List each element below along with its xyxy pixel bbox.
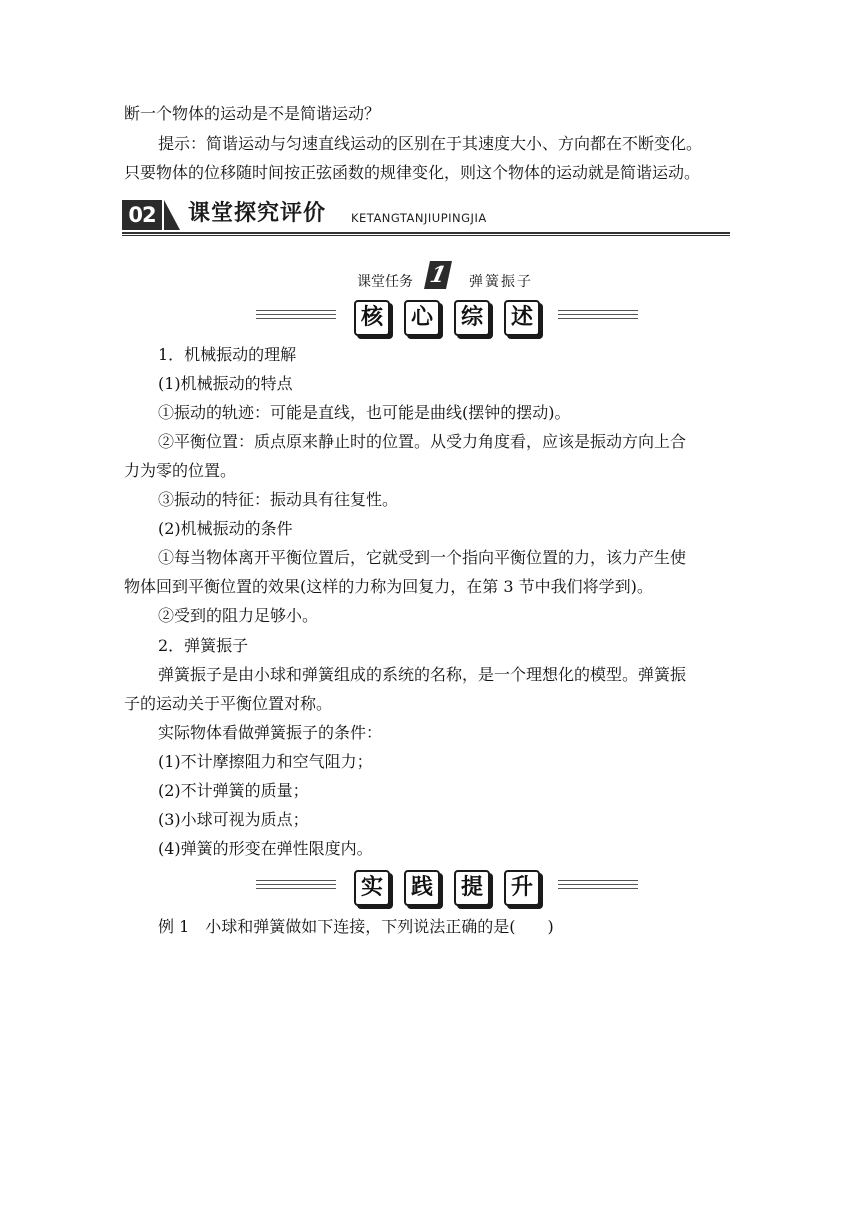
subsection-heading: 1．机械振动的理解 xyxy=(158,345,297,364)
hint-line-2: 只要物体的位移随时间按正弦函数的规律变化，则这个物体的运动就是简谐运动。 xyxy=(124,163,701,182)
section-title: 课堂探究评价 xyxy=(188,201,327,226)
body-line: ②受到的阻力足够小。 xyxy=(158,606,319,625)
section-banner xyxy=(122,197,730,237)
heading-right-lines xyxy=(558,310,638,324)
section-subtitle: KETANGTANJIUPINGJIA xyxy=(351,211,487,225)
banner-rule-thin xyxy=(122,235,730,236)
example-question: 例 1 小球和弹簧做如下连接，下列说法正确的是( ) xyxy=(158,917,554,936)
banner-slant-decoration xyxy=(164,200,180,230)
body-line: 子的运动关于平衡位置对称。 xyxy=(124,694,333,713)
hint-line-1: 提示：简谐运动与匀速直线运动的区别在于其速度大小、方向都在不断变化。 xyxy=(158,134,703,153)
heading-char-box: 心 xyxy=(404,300,440,336)
body-line: ③振动的特征：振动具有往复性。 xyxy=(158,490,399,509)
heading-char-box: 核 xyxy=(354,300,390,336)
body-line: 实际物体看做弹簧振子的条件： xyxy=(158,723,383,742)
task-prefix: 课堂任务 xyxy=(357,274,413,290)
subsection-heading: 2．弹簧振子 xyxy=(158,636,249,655)
heading-core-summary xyxy=(252,296,642,340)
heading-char-box: 综 xyxy=(454,300,490,336)
body-line: ①每当物体离开平衡位置后，它就受到一个指向平衡位置的力，该力产生使 xyxy=(158,548,687,567)
heading-char-box: 提 xyxy=(454,870,490,906)
task-heading xyxy=(357,261,577,291)
heading-right-lines xyxy=(558,880,638,894)
body-line: (3)小球可视为质点； xyxy=(158,810,309,829)
heading-char-box: 践 xyxy=(404,870,440,906)
heading-char-box: 升 xyxy=(504,870,540,906)
section-number: 02 xyxy=(122,200,162,230)
body-line: (2)机械振动的条件 xyxy=(158,519,293,538)
body-line: (1)不计摩擦阻力和空气阻力； xyxy=(158,752,373,771)
heading-left-lines xyxy=(256,310,336,324)
heading-practice xyxy=(252,866,642,910)
body-line: 力为零的位置。 xyxy=(124,461,237,480)
heading-char-box: 述 xyxy=(504,300,540,336)
continued-question: 断一个物体的运动是不是简谐运动？ xyxy=(124,104,381,123)
body-line: (2)不计弹簧的质量； xyxy=(158,781,309,800)
task-number-badge: 1 xyxy=(424,261,452,289)
task-name: 弹簧振子 xyxy=(469,274,533,290)
heading-char-box: 实 xyxy=(354,870,390,906)
banner-rule xyxy=(122,232,730,234)
body-line: (1)机械振动的特点 xyxy=(158,374,293,393)
body-line: 弹簧振子是由小球和弹簧组成的系统的名称，是一个理想化的模型。弹簧振 xyxy=(158,665,687,684)
body-line: ①振动的轨迹：可能是直线，也可能是曲线(摆钟的摆动)。 xyxy=(158,403,571,422)
heading-left-lines xyxy=(256,880,336,894)
body-line: 物体回到平衡位置的效果(这样的力称为回复力，在第 3 节中我们将学到)。 xyxy=(124,577,653,596)
body-line: ②平衡位置：质点原来静止时的位置。从受力角度看，应该是振动方向上合 xyxy=(158,432,687,451)
body-line: (4)弹簧的形变在弹性限度内。 xyxy=(158,839,373,858)
